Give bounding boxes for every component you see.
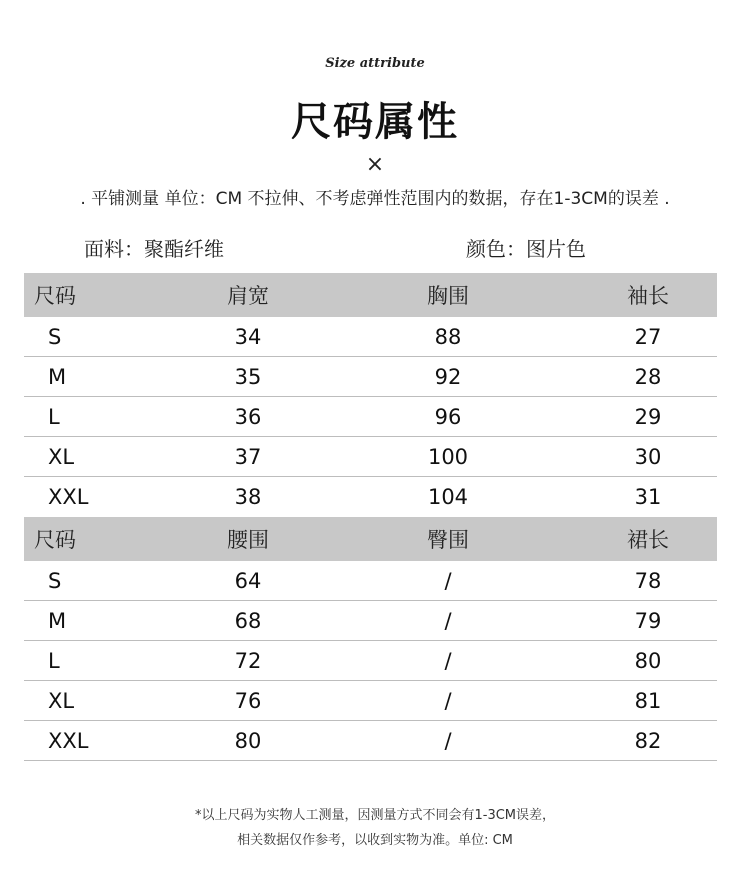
sleeve-cell: 29 bbox=[634, 404, 662, 429]
waist-cell: 80 bbox=[234, 728, 262, 753]
skirt-length-cell: 79 bbox=[634, 608, 662, 633]
footer-note-line2: 相关数据仅作参考，以收到实物为准。单位: CM bbox=[237, 833, 513, 848]
waist-cell: 64 bbox=[234, 568, 262, 593]
size-cell: S bbox=[48, 324, 62, 349]
header-sleeve: 袖长 bbox=[627, 284, 669, 308]
table-row bbox=[24, 641, 717, 681]
shoulder-cell: 35 bbox=[234, 364, 262, 389]
hip-cell: / bbox=[444, 568, 452, 593]
skirt-length-cell: 81 bbox=[634, 688, 662, 713]
shoulder-cell: 34 bbox=[234, 324, 262, 349]
size-cell: XXL bbox=[48, 728, 89, 753]
size-table-bottom bbox=[24, 517, 717, 761]
size-cell: M bbox=[48, 608, 67, 633]
cross-divider: × bbox=[365, 152, 385, 177]
page-title: 尺码属性 bbox=[291, 99, 459, 145]
table-row bbox=[24, 721, 717, 761]
size-attribute-subtitle: Size attribute bbox=[325, 56, 425, 71]
size-table-top bbox=[24, 273, 717, 516]
chest-cell: 92 bbox=[434, 364, 462, 389]
header-waist: 腰围 bbox=[227, 528, 269, 552]
chest-cell: 104 bbox=[427, 484, 469, 509]
table-row bbox=[24, 561, 717, 601]
header-skirt-length: 裙长 bbox=[627, 528, 669, 552]
chest-cell: 96 bbox=[434, 404, 462, 429]
header-size: 尺码 bbox=[34, 528, 76, 552]
fabric-info: 面料：聚酯纤维 bbox=[84, 237, 224, 261]
table-row bbox=[24, 317, 717, 357]
footer-note-line1: *以上尺码为实物人工测量，因测量方式不同会有1-3CM误差， bbox=[194, 808, 556, 823]
waist-cell: 76 bbox=[234, 688, 262, 713]
skirt-length-cell: 82 bbox=[634, 728, 662, 753]
size-cell: XXL bbox=[48, 484, 89, 509]
hip-cell: / bbox=[444, 648, 452, 673]
header-chest: 胸围 bbox=[427, 284, 469, 308]
header-size: 尺码 bbox=[34, 284, 76, 308]
table-row bbox=[24, 477, 717, 516]
hip-cell: / bbox=[444, 608, 452, 633]
table-header bbox=[24, 273, 717, 317]
sleeve-cell: 31 bbox=[634, 484, 662, 509]
size-cell: XL bbox=[48, 444, 75, 469]
table-row bbox=[24, 437, 717, 477]
size-cell: L bbox=[48, 404, 60, 429]
table-row bbox=[24, 357, 717, 397]
chest-cell: 88 bbox=[434, 324, 462, 349]
hip-cell: / bbox=[444, 728, 452, 753]
sleeve-cell: 28 bbox=[634, 364, 662, 389]
skirt-length-cell: 78 bbox=[634, 568, 662, 593]
size-cell: XL bbox=[48, 688, 75, 713]
measurement-note: . 平铺测量 单位：CM 不拉伸、不考虑弹性范围内的数据，存在1-3CM的误差 . bbox=[80, 189, 670, 209]
size-cell: M bbox=[48, 364, 67, 389]
waist-cell: 68 bbox=[234, 608, 262, 633]
shoulder-cell: 38 bbox=[234, 484, 262, 509]
sleeve-cell: 30 bbox=[634, 444, 662, 469]
header-shoulder: 肩宽 bbox=[227, 284, 269, 308]
size-cell: S bbox=[48, 568, 62, 593]
table-row bbox=[24, 601, 717, 641]
size-cell: L bbox=[48, 648, 60, 673]
shoulder-cell: 37 bbox=[234, 444, 262, 469]
hip-cell: / bbox=[444, 688, 452, 713]
skirt-length-cell: 80 bbox=[634, 648, 662, 673]
sleeve-cell: 27 bbox=[634, 324, 662, 349]
table-header bbox=[24, 517, 717, 561]
header-hip: 臀围 bbox=[427, 528, 469, 552]
table-row bbox=[24, 681, 717, 721]
shoulder-cell: 36 bbox=[234, 404, 262, 429]
waist-cell: 72 bbox=[234, 648, 262, 673]
table-row bbox=[24, 397, 717, 437]
color-info: 颜色：图片色 bbox=[466, 237, 586, 261]
chest-cell: 100 bbox=[427, 444, 469, 469]
